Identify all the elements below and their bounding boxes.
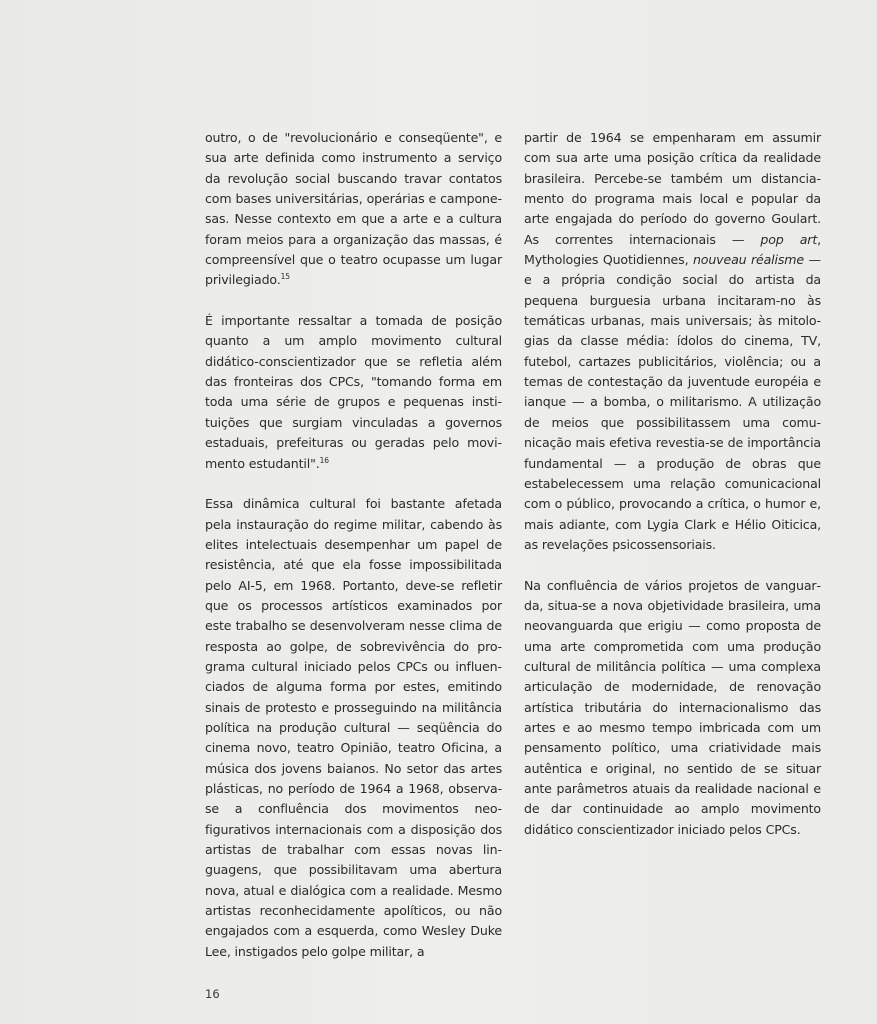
paragraph (205, 311, 502, 474)
paragraph-text: , Mythologies Quotidiennes, (524, 231, 821, 268)
paragraph-text: outro, o de "revolucionário e conseqüente", e sua arte definida como instrumento a serviço da revolução social buscando travar contatos com bases universitárias, operárias e camponesas. Nesse contexto em que a arte e a cultura foram meios para a organização das massas, é compreensível que o teatro ocupasse um lugar privilegiado. (205, 130, 502, 288)
right-column (524, 128, 821, 860)
paragraph-text: Essa dinâmica cultural foi bastante afetada pela instauração do regime militar, cabendo às elites intelectuais desempenhar um papel de resistência, até que ela fosse impossibilitada pelo AI-5, em 1968. Portanto, deve-se refletir que os processos artísticos examinados por este trabalho se desenvolveram nesse clima de resposta ao golpe, de sobrevivência do programa cultural iniciado pelos CPCs ou influenciados de alguma forma por estes, emitindo sinais de protesto e prosseguindo na militância política na produção cultural — seqüência do cinema novo, teatro Opinião, teatro Oficina, a música dos jovens baianos. No setor das artes plásticas, no período de 1964 a 1968, observa-se a confluência dos movimentos neofigurativos internacionais com a disposição dos artistas de trabalhar com essas novas linguagens, que possibilitavam uma abertura nova, atual e dialógica com a realidade. Mesmo artistas reconhecidamente apolíticos, ou não engajados com a esquerda, como Wesley Duke Lee, instigados pelo golpe militar, a (205, 496, 502, 959)
paragraph-text: — e a própria condição social do artista da pequena burguesia urbana incitaram-no às temáticas urbanas, mais universais; às mitologias da classe média: ídolos do cinema, TV, futebol, cartazes publicitários, violência; ou a temas de contestação da juventude européia e ianque — a bomba, o militarismo. A utilização de meios que possibilitassem uma comunicação mais efetiva revestia-se de importância fundamental — a produção de obras que estabelecessem uma relação comunicacional com o público, provocando a crítica, o humor e, mais adiante, com Lygia Clark e Hélio Oiticica, as revelações psicossensoriais. (524, 252, 821, 552)
italic-term: nouveau réalisme (692, 252, 805, 268)
paragraph (524, 576, 821, 840)
paragraph (205, 128, 502, 291)
paragraph-text: partir de 1964 se empenharam em assumir com sua arte uma posição crítica da realidade brasileira. Percebe-se também um distanciamento do programa mais local e popular da arte engajada do período do governo Goulart. As correntes internacionais — (524, 130, 821, 247)
paragraph (524, 128, 821, 555)
italic-term: pop art (760, 231, 818, 247)
page-number: 16 (205, 987, 220, 1001)
paragraph (205, 494, 502, 962)
paragraph-text: Na confluência de vários projetos de vanguarda, situa-se a nova objetividade brasileira, uma neovanguarda que erigiu — como proposta de uma arte comprometida com uma produção cultural de militância política — uma complexa articulação de modernidade, de renovação artística tributária do internacionalismo das artes e ao mesmo tempo imbricada com um pensamento político, uma criatividade mais autêntica e original, no sentido de se situar ante parâmetros atuais da realidade nacional e de dar continuidade ao amplo movimento didático conscientizador iniciado pelos CPCs. (524, 577, 821, 837)
footnote-marker: 16 (319, 455, 329, 465)
left-column (205, 128, 502, 982)
paragraph-text: É importante ressaltar a tomada de posição quanto a um amplo movimento cultural didático-conscientizador que se refletia além das fronteiras dos CPCs, "tomando forma em toda uma série de grupos e pequenas instituições que surgiam vinculadas a governos estaduais, prefeituras ou geradas pelo movimento estudantil". (205, 313, 502, 471)
footnote-marker: 15 (280, 272, 290, 282)
